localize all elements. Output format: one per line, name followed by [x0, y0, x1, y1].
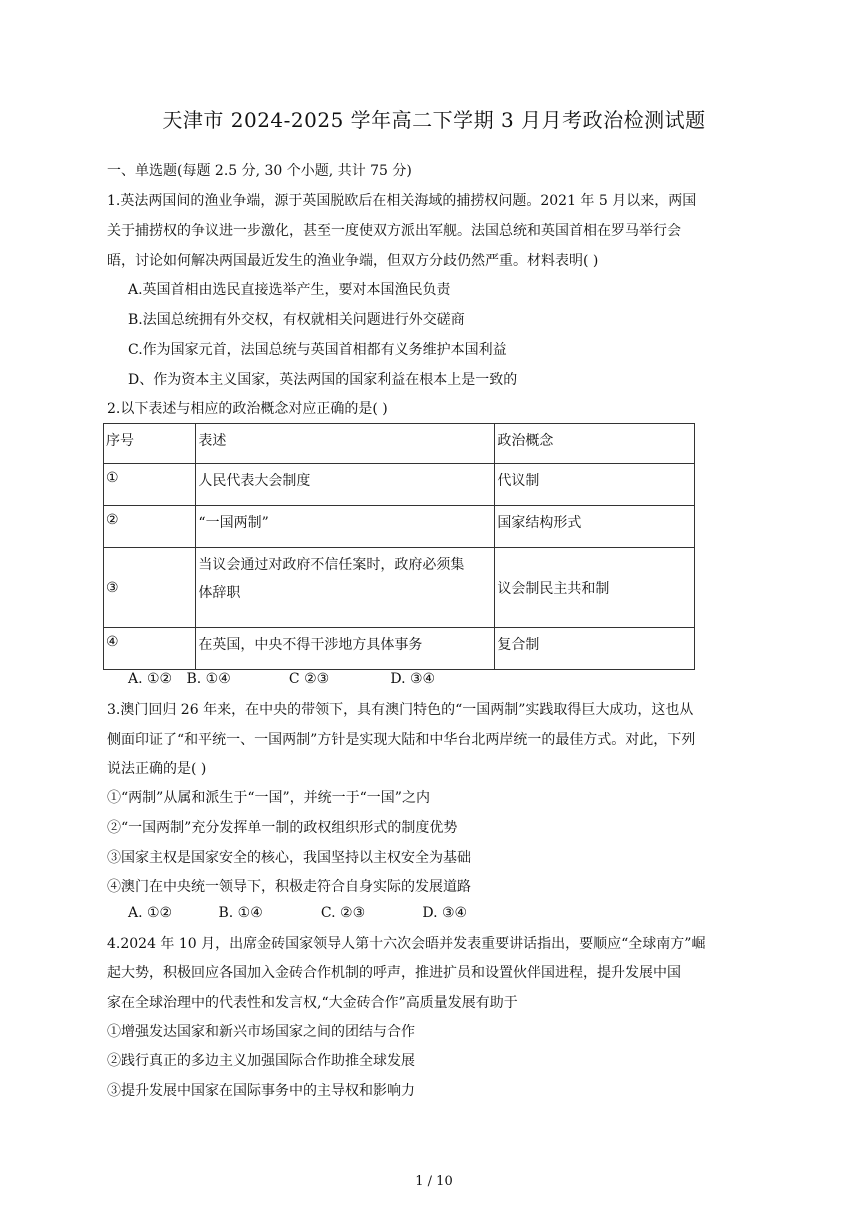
- page-number: 1 / 10: [415, 1174, 453, 1189]
- q1-stem-line: 关于捕捞权的争议进一步激化，甚至一度使双方派出军舰。法国总统和英国首相在罗马举行会: [107, 223, 681, 239]
- q3-option: B. ①④: [218, 905, 263, 921]
- table-cell: 议会制民主共和制: [495, 548, 695, 628]
- table-cell: ④: [104, 628, 196, 670]
- q3-option: A. ①②: [128, 905, 173, 921]
- q1-stem-line: 晤，讨论如何解决两国最近发生的渔业争端，但双方分歧仍然严重。材料表明( ): [107, 253, 599, 269]
- table-header-cell: 政治概念: [495, 424, 695, 464]
- q3-stem-line: 侧面印证了“和平统一、一国两制”方针是实现大陆和中华台北两岸统一的最佳方式。对此，下列: [107, 732, 696, 748]
- table-header-cell: 表述: [196, 424, 495, 464]
- q2-option: A. ①②: [128, 671, 173, 687]
- q4-item: ②践行真正的多边主义加强国际合作助推全球发展: [107, 1053, 415, 1069]
- q3-option: D. ③④: [422, 905, 468, 921]
- q2-table: [103, 423, 695, 670]
- table-cell: [196, 548, 495, 628]
- q1-option-a: A.英国首相由选民直接选举产生，要对本国渔民负责: [128, 282, 451, 298]
- q4-stem-line: 起大势，积极回应各国加入金砖合作机制的呼声，推进扩员和设置伙伴国进程，提升发展中国: [107, 965, 681, 981]
- table-row: [104, 506, 695, 548]
- table-row: [104, 628, 695, 670]
- q3-stem-line: 说法正确的是( ): [107, 761, 207, 777]
- table-cell: 代议制: [495, 464, 695, 506]
- q1-option-c: C.作为国家元首，法国总统与英国首相都有义务维护本国利益: [128, 342, 507, 358]
- q3-item: ④澳门在中央统一领导下，积极走符合自身实际的发展道路: [107, 879, 471, 895]
- table-cell: ①: [104, 464, 196, 506]
- table-row: [104, 464, 695, 506]
- table-cell-text: 体辞职: [198, 585, 241, 601]
- q2-option: C ②③: [288, 671, 330, 687]
- q4-item: ①增强发达国家和新兴市场国家之间的团结与合作: [107, 1024, 415, 1040]
- table-cell: ③: [104, 548, 196, 628]
- q3-item: ②“一国两制”充分发挥单一制的政权组织形式的制度优势: [107, 820, 458, 836]
- q3-item: ③国家主权是国家安全的核心，我国坚持以主权安全为基础: [107, 850, 471, 866]
- page-title: 天津市 2024-2025 学年高二下学期 3 月月考政治检测试题: [162, 108, 706, 132]
- q1-stem-line: 1.英法两国间的渔业争端，源于英国脱欧后在相关海域的捕捞权问题。2021 年 5 月以来，两国: [107, 193, 697, 209]
- q4-stem-line: 4.2024 年 10 月，出席金砖国家领导人第十六次会晤并发表重要讲话指出，要顺应“全球南方”崛: [107, 936, 706, 952]
- table-header-cell: 序号: [104, 424, 196, 464]
- q1-option-b: B.法国总统拥有外交权，有权就相关问题进行外交磋商: [128, 312, 465, 328]
- q3-stem-line: 3.澳门回归 26 年来，在中央的带领下，具有澳门特色的“一国两制”实践取得巨大成功，这也从: [107, 702, 694, 718]
- table-cell: ②: [104, 506, 196, 548]
- table-header-row: [104, 424, 695, 464]
- q3-options: [128, 905, 467, 921]
- q4-stem-line: 家在全球治理中的代表性和发言权,“大金砖合作”高质量发展有助于: [107, 995, 518, 1011]
- table-cell: 人民代表大会制度: [196, 464, 495, 506]
- q2-option: D. ③④: [390, 671, 436, 687]
- table-cell: 复合制: [495, 628, 695, 670]
- q3-item: ①“两制”从属和派生于“一国”，并统一于“一国”之内: [107, 790, 430, 806]
- table-cell: 在英国，中央不得干涉地方具体事务: [196, 628, 495, 670]
- q2-options: [128, 671, 435, 687]
- q2-stem: 2.以下表述与相应的政治概念对应正确的是( ): [107, 401, 388, 417]
- section-heading: 一、单选题(每题 2.5 分, 30 个小题, 共计 75 分): [107, 163, 412, 179]
- table-cell-text: 当议会通过对政府不信任案时，政府必须集: [198, 557, 465, 573]
- table-cell: “一国两制”: [196, 506, 495, 548]
- table-row: [104, 548, 695, 628]
- q1-option-d: D、作为资本主义国家，英法两国的国家利益在根本上是一致的: [128, 372, 518, 388]
- q3-option: C. ②③: [320, 905, 366, 921]
- table-cell: 国家结构形式: [495, 506, 695, 548]
- q2-option: B. ①④: [186, 671, 231, 687]
- q4-item: ③提升发展中国家在国际事务中的主导权和影响力: [107, 1083, 415, 1099]
